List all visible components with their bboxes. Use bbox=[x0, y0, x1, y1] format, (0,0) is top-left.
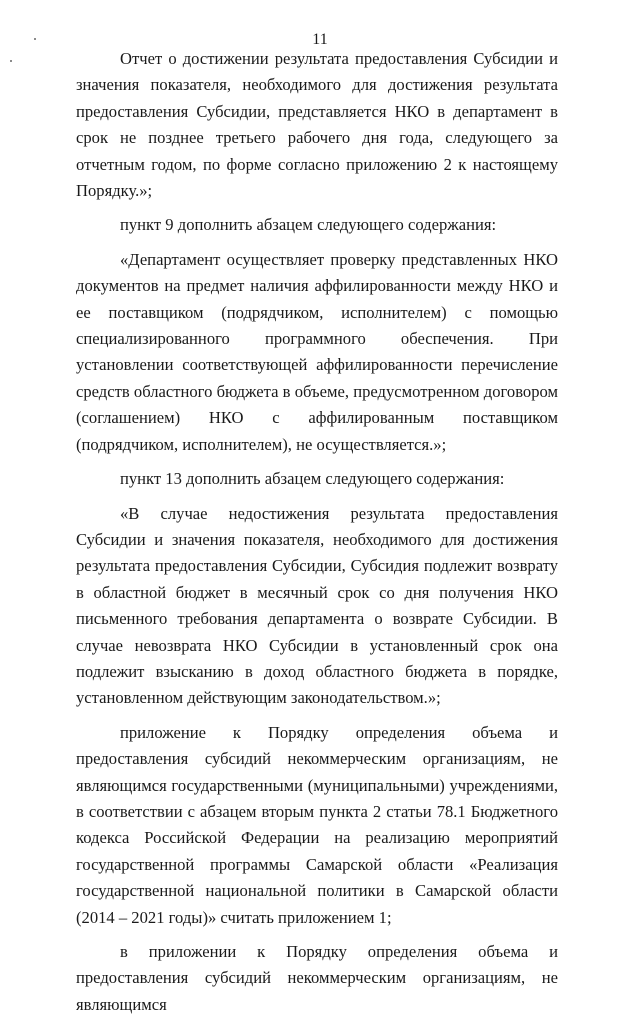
paragraph-report: Отчет о достижении результата предоставления Субсидии и значения показателя, необходимого для достижения результата предоставления Субсидии, представляется НКО в департамент в срок не позднее третьего рабочего дня года, следующего за отчетным годом, по форме согласно приложению 2 к настоящему Порядку.»; bbox=[76, 49, 558, 201]
paragraph-appendix-changes: в приложении к Порядку определения объема и предоставления субсидий некоммерческим организациям, не являющимся bbox=[76, 942, 558, 1014]
paragraph-item9-intro: пункт 9 дополнить абзацем следующего содержания: bbox=[120, 215, 497, 235]
paragraph-appendix: приложение к Порядку определения объема и предоставления субсидий некоммерческим организациям, не являющимся государственными (муниципальными) учреждениями, в соответствии с абзацем вторым пункта 2 статьи 78.1 Бюджетного кодекса Российской Федерации на реализацию мероприятий государственной программы Самарской области «Реализация государственной национальной политики в Самарской области (2014 – 2021 годы)» считать приложением 1; bbox=[76, 722, 558, 927]
paragraph-item13-intro: пункт 13 дополнить абзацем следующего содержания: bbox=[120, 469, 505, 489]
paragraph-affiliation: «Департамент осуществляет проверку представленных НКО документов на предмет наличия аффилированности между НКО и ее поставщиком (подрядчиком, исполнителем) с помощью специализированного программного обеспечения. При установлении соответствующей аффилированности перечисление средств областного бюджета в объеме, предусмотренном договором (соглашением) НКО с аффилированным поставщиком (подрядчиком, исполнителем), не осуществляется.»; bbox=[76, 249, 558, 454]
scan-speck bbox=[10, 60, 12, 62]
paragraph-refund: «В случае недостижения результата предоставления Субсидии и значения показателя, необходимого для достижения результата предоставления Субсидии, Субсидия подлежит возврату в областной бюджет в месячный срок со дня получения НКО письменного требования департамента о возврате Субсидии. В случае невозврата НКО Субсидии в установленный срок она подлежит взысканию в доход областного бюджета в порядке, установленном действующим законодательством.»; bbox=[76, 503, 558, 708]
page-number: 11 bbox=[312, 31, 328, 48]
document-body bbox=[76, 46, 558, 1018]
